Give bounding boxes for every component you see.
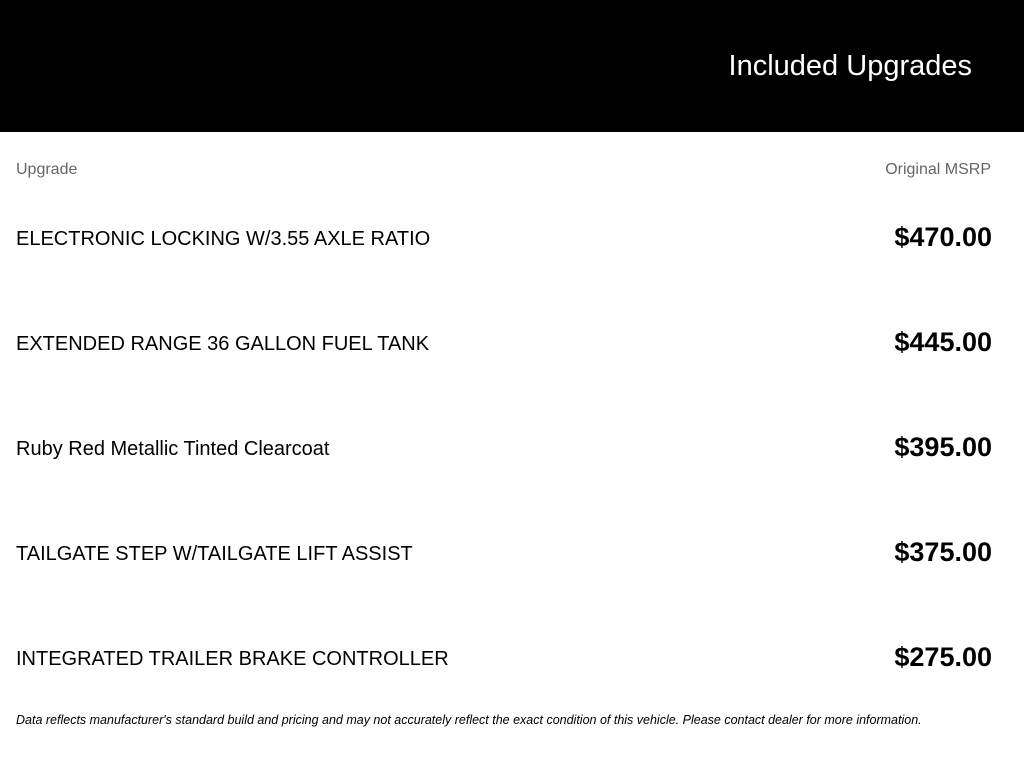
upgrade-row: [0, 395, 1024, 500]
page-header: [0, 0, 1024, 132]
upgrade-price: $275.00: [894, 642, 992, 672]
upgrade-row: [0, 500, 1024, 605]
upgrade-price: $395.00: [894, 432, 992, 462]
upgrade-price: $375.00: [894, 537, 992, 567]
upgrade-name: ELECTRONIC LOCKING W/3.55 AXLE RATIO: [16, 228, 431, 250]
upgrade-name: EXTENDED RANGE 36 GALLON FUEL TANK: [16, 333, 430, 355]
upgrade-row: [0, 605, 1024, 710]
upgrade-row: [0, 185, 1024, 290]
upgrade-row: [0, 290, 1024, 395]
upgrade-name: TAILGATE STEP W/TAILGATE LIFT ASSIST: [16, 543, 413, 565]
column-header-upgrade: Upgrade: [16, 161, 78, 178]
disclaimer-text: Data reflects manufacturer's standard build and pricing and may not accurately reflect the exact condition of this vehicle. Please contact dealer for more information.: [16, 713, 922, 727]
upgrade-name: INTEGRATED TRAILER BRAKE CONTROLLER: [16, 648, 449, 670]
upgrades-list: [0, 185, 1024, 710]
upgrade-price: $445.00: [894, 327, 992, 357]
page-title: Included Upgrades: [728, 50, 972, 82]
upgrade-name: Ruby Red Metallic Tinted Clearcoat: [16, 438, 330, 460]
column-header-msrp: Original MSRP: [885, 161, 991, 178]
upgrade-price: $470.00: [894, 222, 992, 252]
